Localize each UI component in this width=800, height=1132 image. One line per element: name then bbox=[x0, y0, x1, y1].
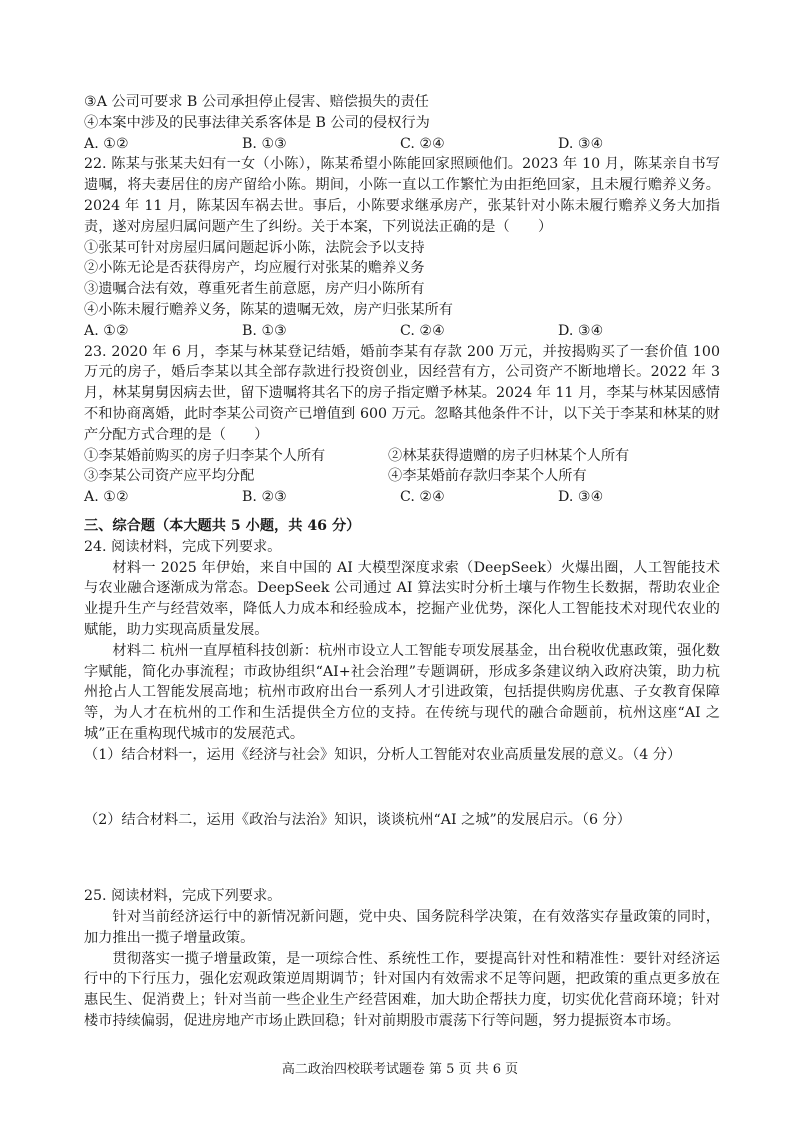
q21-options bbox=[84, 134, 720, 155]
q23-item-4: ④李某婚前存款归李某个人所有 bbox=[388, 468, 587, 485]
option-a: A. ①② bbox=[84, 322, 129, 339]
option-a: A. ①② bbox=[84, 489, 129, 506]
page-content bbox=[84, 92, 720, 1032]
q24-material-2: 材料二 杭州一直厚植科技创新：杭州市设立人工智能专项发展基金，出台税收优惠政策，强化数字赋能，简化办事流程；市政协组织“AI+社会治理”专题调研，形成多条建议纳入政府决策，助力杭州抢占人工智能发展高地；杭州市政府出台一系列人才引进政策，包括提供购房优惠、子女教育保障等，为人才在杭州的工作和生活提供全方位的支持。在传统与现代的融合命题前，杭州这座“AI 之城”正在重构现代城市的发展范式。 bbox=[84, 642, 720, 742]
option-a: A. ①② bbox=[84, 135, 129, 152]
q24-material-1: 材料一 2025 年伊始，来自中国的 AI 大模型深度求索（DeepSeek）火爆出圈，人工智能技术与农业融合逐渐成为常态。DeepSeek 公司通过 AI 算法实时分析土壤与作物生长数据，帮助农业企业提升生产与经营效率，降低人力成本和经验成本，挖掘产业优势，深化人工智能技术对现代农业的赋能，助力实现高质量发展。 bbox=[84, 559, 720, 638]
q25-paragraph-1: 针对当前经济运行中的新情况新问题，党中央、国务院科学决策，在有效落实存量政策的同时，加力推出一揽子增量政策。 bbox=[84, 909, 720, 946]
option-c: C. ②④ bbox=[400, 322, 445, 339]
q24-intro: 24. 阅读材料，完成下列要求。 bbox=[84, 538, 282, 555]
option-b: B. ②③ bbox=[242, 489, 287, 506]
option-b: B. ①③ bbox=[242, 135, 287, 152]
q22-options bbox=[84, 321, 720, 342]
q24-subquestion-1: （1）结合材料一，运用《经济与社会》知识，分析人工智能对农业高质量发展的意义。（4 分） bbox=[84, 746, 682, 763]
page-footer: 高二政治四校联考试题卷 第 5 页 共 6 页 bbox=[281, 1062, 519, 1077]
answer-space bbox=[84, 830, 720, 886]
option-c: C. ②④ bbox=[400, 135, 445, 152]
q22-item-2: ②小陈无论是否获得房产，均应履行对张某的赡养义务 bbox=[84, 260, 425, 277]
q22-item-1: ①张某可针对房屋归属问题起诉小陈，法院会予以支持 bbox=[84, 239, 425, 256]
option-c: C. ②④ bbox=[400, 489, 445, 506]
option-b: B. ①③ bbox=[242, 322, 287, 339]
q25-paragraph-2: 贯彻落实一揽子增量政策，是一项综合性、系统性工作，要提高针对性和精准性：要针对经济运行中的下行压力，强化宏观政策逆周期调节；针对国内有效需求不足等问题，把政策的重点更多放在惠民生、促消费上；针对当前一些企业生产经营困难，加大助企帮扶力度，切实优化营商环境；针对楼市持续偏弱，促进房地产市场止跌回稳；针对前期股市震荡下行等问题，努力提振资本市场。 bbox=[84, 950, 720, 1030]
q21-item-3: ③A 公司可要求 B 公司承担停止侵害、赔偿损失的责任 bbox=[84, 94, 429, 110]
q23-item-3: ③李某公司资产应平均分配 bbox=[84, 468, 255, 485]
option-d: D. ③④ bbox=[558, 489, 604, 506]
q22-item-4: ④小陈未履行赡养义务，陈某的遗嘱无效，房产归张某所有 bbox=[84, 301, 453, 318]
q23-item-2: ②林某获得遗赠的房子归林某个人所有 bbox=[388, 447, 630, 464]
q24-subquestion-2: （2）结合材料二，运用《政治与法治》知识，谈谈杭州“AI 之城”的发展启示。（6 分） bbox=[84, 811, 631, 828]
q21-item-4: ④本案中涉及的民事法律关系客体是 B 公司的侵权行为 bbox=[84, 114, 430, 131]
option-d: D. ③④ bbox=[558, 322, 604, 339]
q23-stem: 23. 2020 年 6 月，李某与林某登记结婚，婚前李某有存款 200 万元，并按揭购买了一套价值 100 万元的房子，婚后李某以其全部存款进行投资创业，因经营有方，公司资产不断地增长。2022 年 3 月，林某舅舅因病去世，留下遗嘱将其名下的房子指定赠予林某。2024 年 11 月，李某与林某因感情不和协商离婚，此时李某公司资产已增值到 600 万元。忽略其他条件不计，以下关于李某和林某的财产分配方式合理的是（ ） bbox=[84, 343, 720, 443]
q23-options bbox=[84, 487, 720, 508]
answer-space bbox=[84, 766, 720, 810]
q22-item-3: ③遗嘱合法有效，尊重死者生前意愿，房产归小陈所有 bbox=[84, 281, 425, 298]
q23-item-1: ①李某婚前购买的房子归李某个人所有 bbox=[84, 447, 326, 464]
option-d: D. ③④ bbox=[558, 135, 604, 152]
q22-stem: 22. 陈某与张某夫妇有一女（小陈），陈某希望小陈能回家照顾他们。2023 年 10 月，陈某亲自书写遗嘱，将夫妻居住的房产留给小陈。期间，小陈一直以工作繁忙为由拒绝回家，且未履行赡养义务。2024 年 11 月，陈某因车祸去世。事后，小陈要求继承房产，张某针对小陈未履行赡养义务大加指责，遂对房屋归属问题产生了纠纷。关于本案，下列说法正确的是（ ） bbox=[84, 156, 720, 235]
q23-items-row-2 bbox=[84, 466, 720, 487]
q25-intro: 25. 阅读材料，完成下列要求。 bbox=[84, 888, 282, 905]
section-title: 三、综合题（本大题共 5 小题，共 46 分） bbox=[84, 517, 361, 534]
q23-items-row-1 bbox=[84, 446, 720, 467]
